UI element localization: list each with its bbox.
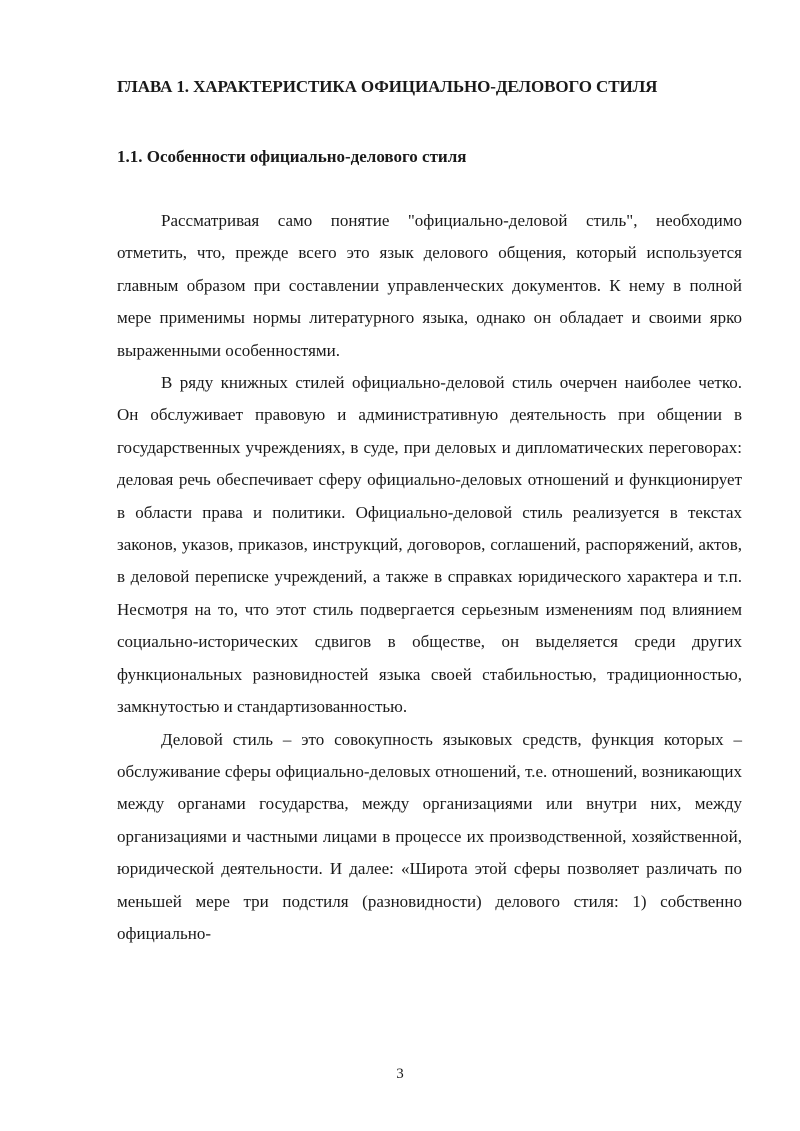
paragraph: В ряду книжных стилей официально-деловой стиль очерчен наиболее четко. Он обслуживает правовую и административную деятельность при общении в государственных учреждениях, в суде, при деловых и дипломатических переговорах: деловая речь обеспечивает сферу официально-деловых отношений и функционирует в области права и политики. Официально-деловой стиль реализуется в текстах законов, указов, приказов, инструкций, договоров, соглашений, распоряжений, актов, в деловой переписке учреждений, а также в справках юридического характера и т.п. Несмотря на то, что этот стиль подвергается серьезным изменениям под влиянием социально-исторических сдвигов в обществе, он выделяется среди других функциональных разновидностей языка своей стабильностью, традиционностью, замкнутостью и стандартизованностью. (117, 373, 742, 717)
section-title: 1.1. Особенности официально-делового стиля (117, 147, 467, 166)
body-text (117, 205, 742, 950)
document-page (117, 74, 742, 950)
page-number: 3 (396, 1066, 404, 1082)
paragraph: Рассматривая само понятие "официально-деловой стиль", необходимо отметить, что, прежде всего это язык делового общения, который используется главным образом при составлении управленческих документов. К нему в полной мере применимы нормы литературного языка, однако он обладает и своими ярко выраженными особенностями. (117, 211, 742, 360)
paragraph: Деловой стиль – это совокупность языковых средств, функция которых – обслуживание сферы официально-деловых отношений, т.е. отношений, возникающих между органами государства, между организациями или внутри них, между организациями и частными лицами в процессе их производственной, хозяйственной, юридической деятельности. И далее: «Широта этой сферы позволяет различать по меньшей мере три подстиля (разновидности) делового стиля: 1) собственно официально- (117, 729, 742, 943)
chapter-title: ГЛАВА 1. ХАРАКТЕРИСТИКА ОФИЦИАЛЬНО-ДЕЛОВОГО СТИЛЯ (117, 77, 658, 96)
